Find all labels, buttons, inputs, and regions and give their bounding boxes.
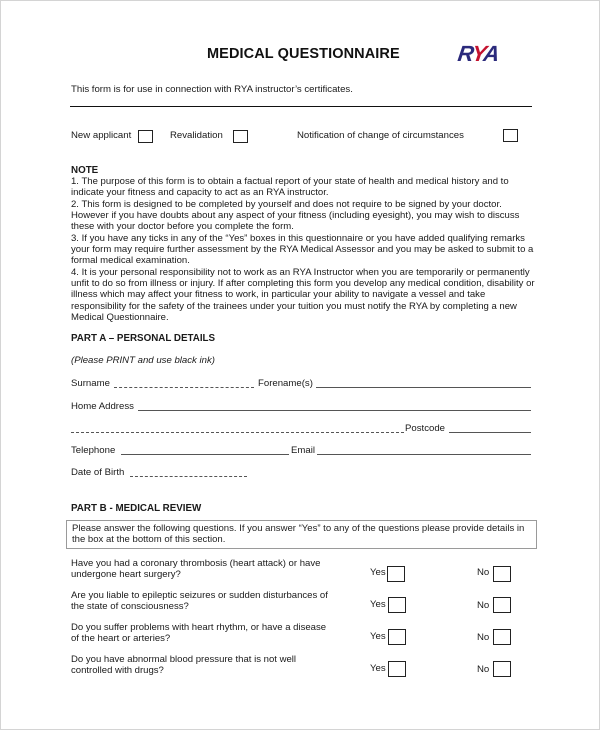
email-input[interactable] [317, 454, 531, 455]
telephone-label: Telephone [71, 445, 116, 456]
question-4-no-label: No [477, 664, 490, 675]
question-1-no-checkbox[interactable] [493, 566, 511, 582]
question-3-text: Do you suffer problems with heart rhythm, or have a disease of the heart or arteries? [71, 622, 327, 645]
note-list [71, 176, 541, 323]
date-of-birth-input[interactable] [130, 476, 247, 477]
question-4-text: Do you have abnormal blood pressure that is not well controlled with drugs? [71, 654, 297, 677]
note-item: 2. This form is designed to be completed by yourself and does not require to be signed by your doctor. However if you have doubts about any aspect of your fitness (including eyesight), you may wish to discuss these with your doctor before you complete the form. [71, 198, 520, 233]
question-4-yes-checkbox[interactable] [388, 661, 406, 677]
forenames-label: Forename(s) [258, 378, 313, 389]
question-1-yes-checkbox[interactable] [387, 566, 405, 582]
question-2-no-label: No [477, 600, 490, 611]
header-divider [70, 106, 532, 107]
revalidation-label: Revalidation [170, 130, 223, 141]
logo-letter-y: Y [470, 41, 486, 66]
date-of-birth-label: Date of Birth [71, 467, 125, 478]
question-4-yes-label: Yes [370, 663, 386, 674]
part-a-instruction: (Please PRINT and use black ink) [71, 355, 215, 366]
question-3-yes-checkbox[interactable] [388, 629, 406, 645]
logo-letter-r: R [456, 41, 474, 66]
intro-text: This form is for use in connection with RYA instructor’s certificates. [71, 84, 353, 95]
rya-logo [456, 41, 500, 67]
surname-label: Surname [71, 378, 110, 389]
note-item: 4. It is your personal responsibility not to work as an RYA Instructor when you are temporarily or permanently unfit to do so from illness or injury. If after completing this form you develop any medical condition, disability or illness which may affect your fitness to work, in particular your ability to navigate a vessel and take responsibility for the safety of the trainees under your tuition you must notify the RYA by completing a new Medical Questionnaire. [71, 266, 535, 324]
question-2-text: Are you liable to epileptic seizures or sudden disturbances of the state of consciousness? [71, 590, 328, 613]
new-applicant-label: New applicant [71, 130, 132, 141]
change-of-circumstances-label: Notification of change of circumstances [297, 130, 464, 141]
email-label: Email [291, 445, 315, 456]
postcode-label: Postcode [405, 423, 446, 434]
forenames-input[interactable] [316, 387, 531, 388]
question-1-yes-label: Yes [370, 567, 386, 578]
revalidation-checkbox[interactable] [233, 130, 248, 143]
note-item: 3. If you have any ticks in any of the “Yes” boxes in this questionnaire or you have added qualifying remarks your form may require further assessment by the RYA Medical Assessor and you may be asked to submit to a formal medical examination. [71, 232, 534, 267]
note-heading: NOTE [71, 165, 99, 176]
question-3-no-checkbox[interactable] [493, 629, 511, 645]
question-1-no-label: No [477, 567, 490, 578]
postcode-input[interactable] [449, 432, 531, 433]
question-3-no-label: No [477, 632, 490, 643]
part-b-heading: PART B - MEDICAL REVIEW [71, 503, 202, 514]
telephone-input[interactable] [121, 454, 289, 455]
question-2-yes-checkbox[interactable] [388, 597, 406, 613]
part-a-heading: PART A – PERSONAL DETAILS [71, 333, 216, 344]
new-applicant-checkbox[interactable] [138, 130, 153, 143]
home-address-input-line-1[interactable] [138, 410, 531, 411]
home-address-input-line-2[interactable] [71, 432, 404, 433]
question-3-yes-label: Yes [370, 631, 386, 642]
question-4-no-checkbox[interactable] [493, 661, 511, 677]
logo-letter-a: A [481, 41, 500, 66]
page-title: MEDICAL QUESTIONNAIRE [207, 46, 400, 62]
note-item: 1. The purpose of this form is to obtain a factual report of your state of health and medical history and to indicate your fitness and capacity to act as an RYA instructor. [71, 176, 509, 199]
surname-input[interactable] [114, 387, 254, 388]
change-of-circumstances-checkbox[interactable] [503, 129, 518, 142]
question-2-yes-label: Yes [370, 599, 386, 610]
part-b-instruction-box: Please answer the following questions. If you answer “Yes” to any of the questions please provide details in the box at the bottom of this section. [66, 520, 537, 549]
question-1-text: Have you had a coronary thrombosis (heart attack) or have undergone heart surgery? [71, 558, 321, 581]
question-2-no-checkbox[interactable] [493, 597, 511, 613]
home-address-label: Home Address [71, 401, 134, 412]
